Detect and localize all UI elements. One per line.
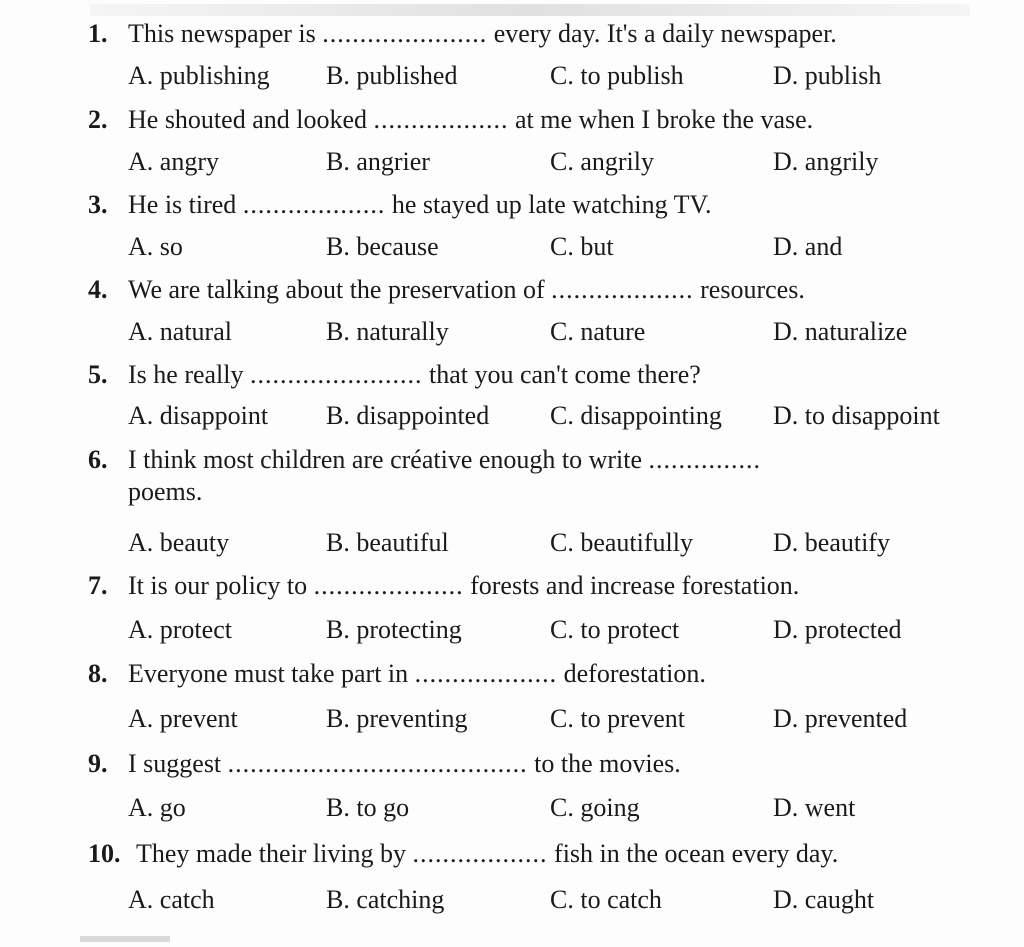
scan-artifact <box>80 936 170 942</box>
answer-blank: ................... <box>242 190 386 219</box>
question-text-before: I think most children are créative enough to write <box>128 445 643 474</box>
question-8 <box>88 658 706 690</box>
question-9 <box>88 748 681 780</box>
question-text-before: They made their living by <box>136 839 407 868</box>
question-3 <box>88 189 711 221</box>
option-c: C. to catch <box>550 885 662 914</box>
question-number: 3. <box>88 190 108 219</box>
answer-blank: .................. <box>412 839 548 868</box>
option-d: D. and <box>773 232 843 261</box>
answer-blank: ................... <box>551 275 694 304</box>
option-a: A. beauty <box>128 528 230 557</box>
question-text-before: Everyone must take part in <box>128 659 409 688</box>
option-d: D. protected <box>773 615 902 644</box>
option-c: C. angrily <box>550 147 654 176</box>
option-b: B. disappointed <box>326 401 490 430</box>
answer-blank: ...................... <box>322 19 488 48</box>
question-text-after: every day. It's a daily newspaper. <box>493 19 837 48</box>
option-d: D. caught <box>773 885 875 914</box>
question-text-before: I suggest <box>128 749 222 778</box>
option-c: C. but <box>550 232 614 261</box>
option-c: C. to prevent <box>550 704 686 733</box>
option-b: B. naturally <box>326 317 449 346</box>
option-c: C. beautifully <box>550 528 693 557</box>
option-a: A. angry <box>128 147 219 176</box>
option-b: B. catching <box>326 885 445 914</box>
option-a: A. prevent <box>128 704 238 733</box>
question-7 <box>88 570 799 602</box>
answer-blank: .................... <box>313 571 464 600</box>
option-b: B. beautiful <box>326 528 449 557</box>
question-text-after: fish in the ocean every day. <box>554 839 839 868</box>
question-10 <box>88 838 838 870</box>
question-5 <box>88 359 701 391</box>
option-b: B. because <box>326 232 439 261</box>
option-d: D. to disappoint <box>773 401 940 430</box>
scan-artifact <box>90 4 970 16</box>
option-c: C. to protect <box>550 615 680 644</box>
option-c: C. disappointing <box>550 401 722 430</box>
option-b: B. to go <box>326 793 410 822</box>
question-number: 4. <box>88 275 108 304</box>
option-d: D. angrily <box>773 147 879 176</box>
question-number: 5. <box>88 360 108 389</box>
question-text-before: He is tired <box>128 190 237 219</box>
question-text-before: We are talking about the preservation of <box>128 275 545 304</box>
question-number: 10. <box>88 839 121 868</box>
question-text-after: at me when I broke the vase. <box>515 105 814 134</box>
answer-blank: ....................... <box>250 360 423 389</box>
option-b: B. angrier <box>326 147 430 176</box>
option-a: A. protect <box>128 615 232 644</box>
option-c: C. going <box>550 793 640 822</box>
question-2 <box>88 104 813 136</box>
question-text-before: He shouted and looked <box>128 105 368 134</box>
answer-blank: ................... <box>414 659 558 688</box>
question-number: 2. <box>88 105 108 134</box>
question-text-after: to the movies. <box>534 749 681 778</box>
option-d: D. beautify <box>773 528 890 557</box>
option-d: D. naturalize <box>773 317 908 346</box>
question-number: 1. <box>88 19 108 48</box>
question-text-after: that you can't come there? <box>429 360 701 389</box>
question-text-after: resources. <box>700 275 805 304</box>
option-b: B. published <box>326 61 458 90</box>
option-d: D. went <box>773 793 856 822</box>
option-a: A. publishing <box>128 61 270 90</box>
question-1 <box>88 18 837 50</box>
option-d: D. prevented <box>773 704 908 733</box>
question-text-before: This newspaper is <box>128 19 316 48</box>
question-text-before: It is our policy to <box>128 571 308 600</box>
question-number: 6. <box>88 445 108 474</box>
answer-blank: ............... <box>648 445 762 474</box>
question-text-after: he stayed up late watching TV. <box>391 190 712 219</box>
option-a: A. so <box>128 232 183 261</box>
answer-blank: ........................................ <box>227 749 528 778</box>
option-a: A. natural <box>128 317 232 346</box>
option-c: C. to publish <box>550 61 684 90</box>
question-text-before: Is he really <box>128 360 244 389</box>
question-text-after: forests and increase forestation. <box>470 571 800 600</box>
question-number: 9. <box>88 749 108 778</box>
question-text-after: deforestation. <box>563 659 706 688</box>
option-c: C. nature <box>550 317 646 346</box>
option-b: B. preventing <box>326 704 468 733</box>
question-6 <box>88 444 976 508</box>
option-b: B. protecting <box>326 615 462 644</box>
question-number: 8. <box>88 659 108 688</box>
answer-blank: .................. <box>373 105 509 134</box>
question-4 <box>88 274 805 306</box>
option-a: A. disappoint <box>128 401 269 430</box>
option-a: A. catch <box>128 885 215 914</box>
question-number: 7. <box>88 571 108 600</box>
option-a: A. go <box>128 793 186 822</box>
option-d: D. publish <box>773 61 882 90</box>
question-text-after: poems. <box>128 477 203 506</box>
